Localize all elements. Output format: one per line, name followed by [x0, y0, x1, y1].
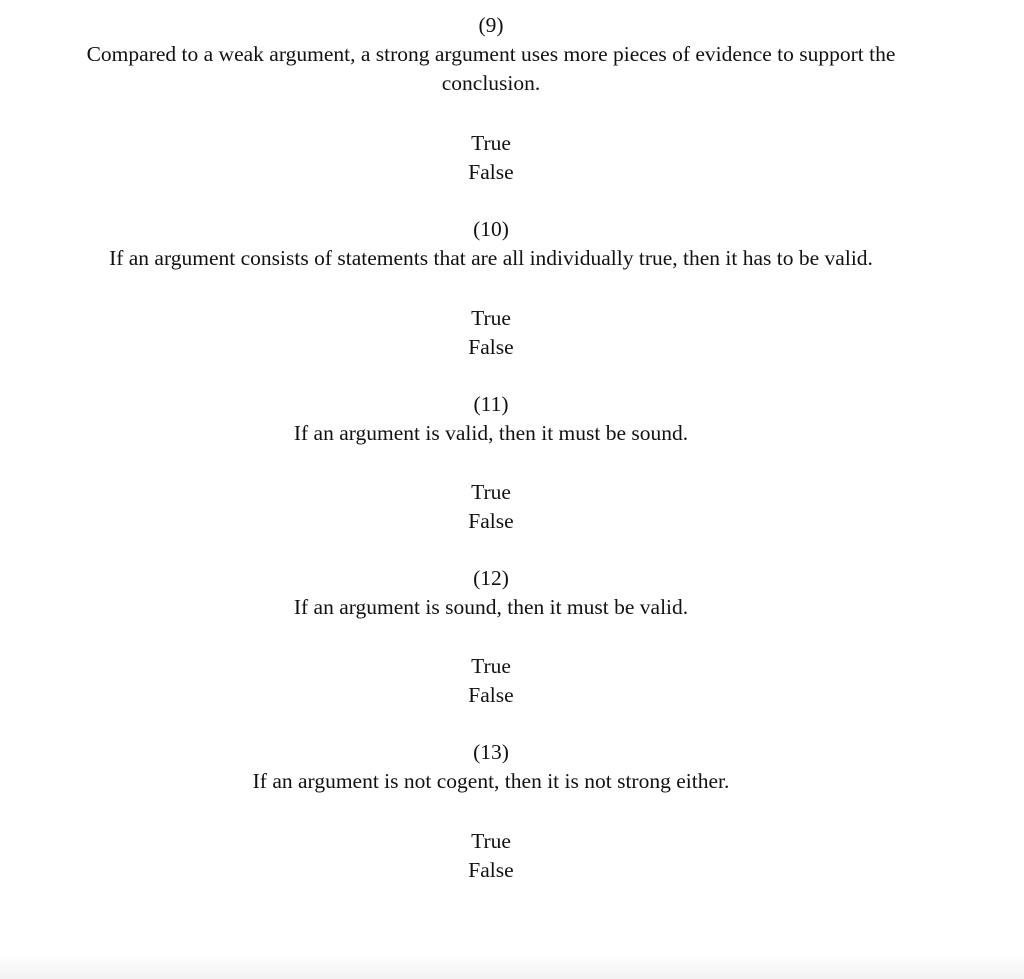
option-false[interactable]: False	[468, 858, 514, 882]
option-true[interactable]: True	[471, 480, 511, 504]
question-12-options	[0, 652, 982, 710]
question-statement: If an argument consists of statements that are all individually true, then it has to be valid.	[109, 246, 873, 270]
question-9-options	[0, 129, 982, 187]
option-false[interactable]: False	[468, 683, 514, 707]
question-number: (13)	[473, 740, 509, 764]
question-number: (9)	[478, 13, 504, 37]
question-12	[0, 564, 982, 622]
question-11-options	[0, 478, 982, 536]
question-9	[0, 11, 982, 98]
question-13	[0, 738, 982, 796]
question-10	[0, 215, 982, 273]
question-number: (10)	[473, 217, 509, 241]
question-statement: If an argument is valid, then it must be sound.	[293, 421, 689, 445]
question-number: (11)	[473, 392, 509, 416]
option-true[interactable]: True	[471, 131, 511, 155]
question-statement: Compared to a weak argument, a strong argument uses more pieces of evidence to support the conclusion.	[86, 42, 896, 95]
question-statement: If an argument is not cogent, then it is not strong either.	[252, 769, 730, 793]
option-false[interactable]: False	[468, 335, 514, 359]
question-statement: If an argument is sound, then it must be valid.	[293, 595, 689, 619]
option-false[interactable]: False	[468, 509, 514, 533]
question-13-options	[0, 827, 982, 885]
option-true[interactable]: True	[471, 654, 511, 678]
option-false[interactable]: False	[468, 160, 514, 184]
page-bottom-edge	[0, 955, 1024, 979]
question-10-options	[0, 304, 982, 362]
option-true[interactable]: True	[471, 306, 511, 330]
option-true[interactable]: True	[471, 829, 511, 853]
question-number: (12)	[473, 566, 509, 590]
question-11	[0, 390, 982, 448]
